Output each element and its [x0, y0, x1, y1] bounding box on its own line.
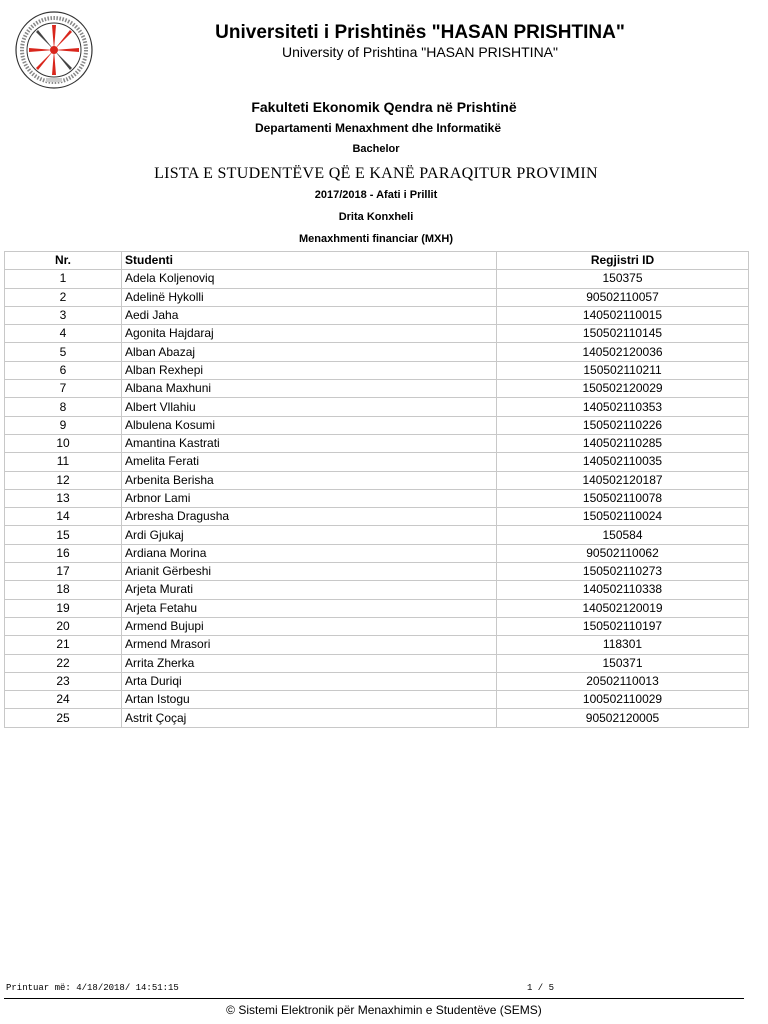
row-student: Adela Koljenoviq: [122, 270, 497, 288]
row-registry-id: 140502110353: [497, 398, 749, 416]
table-row: [5, 672, 749, 690]
table-row: [5, 270, 749, 288]
table-header-row: [5, 252, 749, 270]
table-row: [5, 453, 749, 471]
row-student: Ardiana Morina: [122, 544, 497, 562]
table-row: [5, 489, 749, 507]
row-registry-id: 150371: [497, 654, 749, 672]
row-nr: 5: [5, 343, 122, 361]
table-row: [5, 343, 749, 361]
table-row: [5, 325, 749, 343]
row-nr: 17: [5, 563, 122, 581]
footer-copyright: © Sistemi Elektronik për Menaxhimin e Studentëve (SEMS): [226, 1003, 542, 1017]
row-nr: 13: [5, 489, 122, 507]
row-student: Alban Rexhepi: [122, 361, 497, 379]
row-nr: 7: [5, 380, 122, 398]
row-student: Arbnor Lami: [122, 489, 497, 507]
row-registry-id: 118301: [497, 636, 749, 654]
department-name: Departamenti Menaxhment dhe Informatikë: [254, 121, 502, 135]
table-row: [5, 471, 749, 489]
row-registry-id: 150502110197: [497, 617, 749, 635]
table-row: [5, 526, 749, 544]
row-nr: 9: [5, 416, 122, 434]
table-row: [5, 709, 749, 727]
row-student: Albana Maxhuni: [122, 380, 497, 398]
row-nr: 25: [5, 709, 122, 727]
row-nr: 23: [5, 672, 122, 690]
row-student: Arjeta Murati: [122, 581, 497, 599]
row-nr: 3: [5, 306, 122, 324]
row-student: Armend Bujupi: [122, 617, 497, 635]
table-row: [5, 361, 749, 379]
row-student: Agonita Hajdaraj: [122, 325, 497, 343]
row-registry-id: 140502120019: [497, 599, 749, 617]
table-row: [5, 434, 749, 452]
row-student: Arta Duriqi: [122, 672, 497, 690]
table-row: [5, 306, 749, 324]
row-registry-id: 150502110226: [497, 416, 749, 434]
header-registry-id: Regjistri ID: [497, 252, 749, 270]
row-registry-id: 140502120187: [497, 471, 749, 489]
row-nr: 11: [5, 453, 122, 471]
row-student: Arianit Gërbeshi: [122, 563, 497, 581]
row-registry-id: 150375: [497, 270, 749, 288]
row-student: Arrita Zherka: [122, 654, 497, 672]
row-nr: 8: [5, 398, 122, 416]
row-registry-id: 150502110273: [497, 563, 749, 581]
table-row: [5, 380, 749, 398]
table-row: [5, 617, 749, 635]
page-number: 1 / 5: [527, 983, 555, 993]
row-registry-id: 140502120036: [497, 343, 749, 361]
list-title: LISTA E STUDENTËVE QË E KANË PARAQITUR PROVIMIN: [154, 165, 598, 182]
row-registry-id: 90502120005: [497, 709, 749, 727]
row-student: Ardi Gjukaj: [122, 526, 497, 544]
table-row: [5, 398, 749, 416]
row-nr: 1: [5, 270, 122, 288]
row-student: Aedi Jaha: [122, 306, 497, 324]
table-row: [5, 563, 749, 581]
row-student: Arbresha Dragusha: [122, 508, 497, 526]
table-row: [5, 288, 749, 306]
row-nr: 15: [5, 526, 122, 544]
faculty-name: Fakulteti Ekonomik Qendra në Prishtinë: [251, 99, 517, 115]
table-row: [5, 636, 749, 654]
row-student: Amelita Ferati: [122, 453, 497, 471]
students-table: [4, 251, 749, 728]
table-row: [5, 654, 749, 672]
row-registry-id: 140502110338: [497, 581, 749, 599]
row-registry-id: 150502110211: [497, 361, 749, 379]
university-name: Universiteti i Prishtinës "HASAN PRISHTINA": [215, 22, 625, 43]
print-timestamp: Printuar më: 4/18/2018/ 14:51:15: [6, 983, 179, 993]
row-nr: 21: [5, 636, 122, 654]
row-nr: 12: [5, 471, 122, 489]
university-seal-icon: [8, 8, 100, 94]
row-registry-id: 140502110035: [497, 453, 749, 471]
professor-name: Drita Konxheli: [338, 211, 414, 223]
header-student: Studenti: [122, 252, 497, 270]
row-registry-id: 150502110145: [497, 325, 749, 343]
row-nr: 22: [5, 654, 122, 672]
row-registry-id: 150502120029: [497, 380, 749, 398]
university-name-english: University of Prishtina "HASAN PRISHTINA": [281, 44, 558, 60]
row-student: Amantina Kastrati: [122, 434, 497, 452]
row-registry-id: 150502110024: [497, 508, 749, 526]
row-registry-id: 100502110029: [497, 691, 749, 709]
row-registry-id: 150584: [497, 526, 749, 544]
table-row: [5, 508, 749, 526]
row-registry-id: 90502110057: [497, 288, 749, 306]
study-level: Bachelor: [352, 143, 400, 155]
row-registry-id: 90502110062: [497, 544, 749, 562]
exam-term: 2017/2018 - Afati i Prillit: [314, 189, 438, 201]
row-registry-id: 150502110078: [497, 489, 749, 507]
row-nr: 19: [5, 599, 122, 617]
row-student: Albulena Kosumi: [122, 416, 497, 434]
row-student: Armend Mrasori: [122, 636, 497, 654]
row-student: Arjeta Fetahu: [122, 599, 497, 617]
row-nr: 20: [5, 617, 122, 635]
row-student: Alban Abazaj: [122, 343, 497, 361]
header-nr: Nr.: [5, 252, 122, 270]
row-student: Albert Vllahiu: [122, 398, 497, 416]
table-row: [5, 581, 749, 599]
row-nr: 14: [5, 508, 122, 526]
row-nr: 6: [5, 361, 122, 379]
footer-divider: [4, 998, 744, 999]
table-row: [5, 599, 749, 617]
table-row: [5, 416, 749, 434]
course-name: Menaxhmenti financiar (MXH): [298, 233, 454, 245]
row-student: Artan Istogu: [122, 691, 497, 709]
row-nr: 18: [5, 581, 122, 599]
row-nr: 16: [5, 544, 122, 562]
row-student: Adelinë Hykolli: [122, 288, 497, 306]
row-nr: 2: [5, 288, 122, 306]
table-row: [5, 544, 749, 562]
table-row: [5, 691, 749, 709]
row-registry-id: 140502110015: [497, 306, 749, 324]
row-registry-id: 140502110285: [497, 434, 749, 452]
row-student: Arbenita Berisha: [122, 471, 497, 489]
row-nr: 4: [5, 325, 122, 343]
row-nr: 10: [5, 434, 122, 452]
row-nr: 24: [5, 691, 122, 709]
row-student: Astrit Çoçaj: [122, 709, 497, 727]
row-registry-id: 20502110013: [497, 672, 749, 690]
